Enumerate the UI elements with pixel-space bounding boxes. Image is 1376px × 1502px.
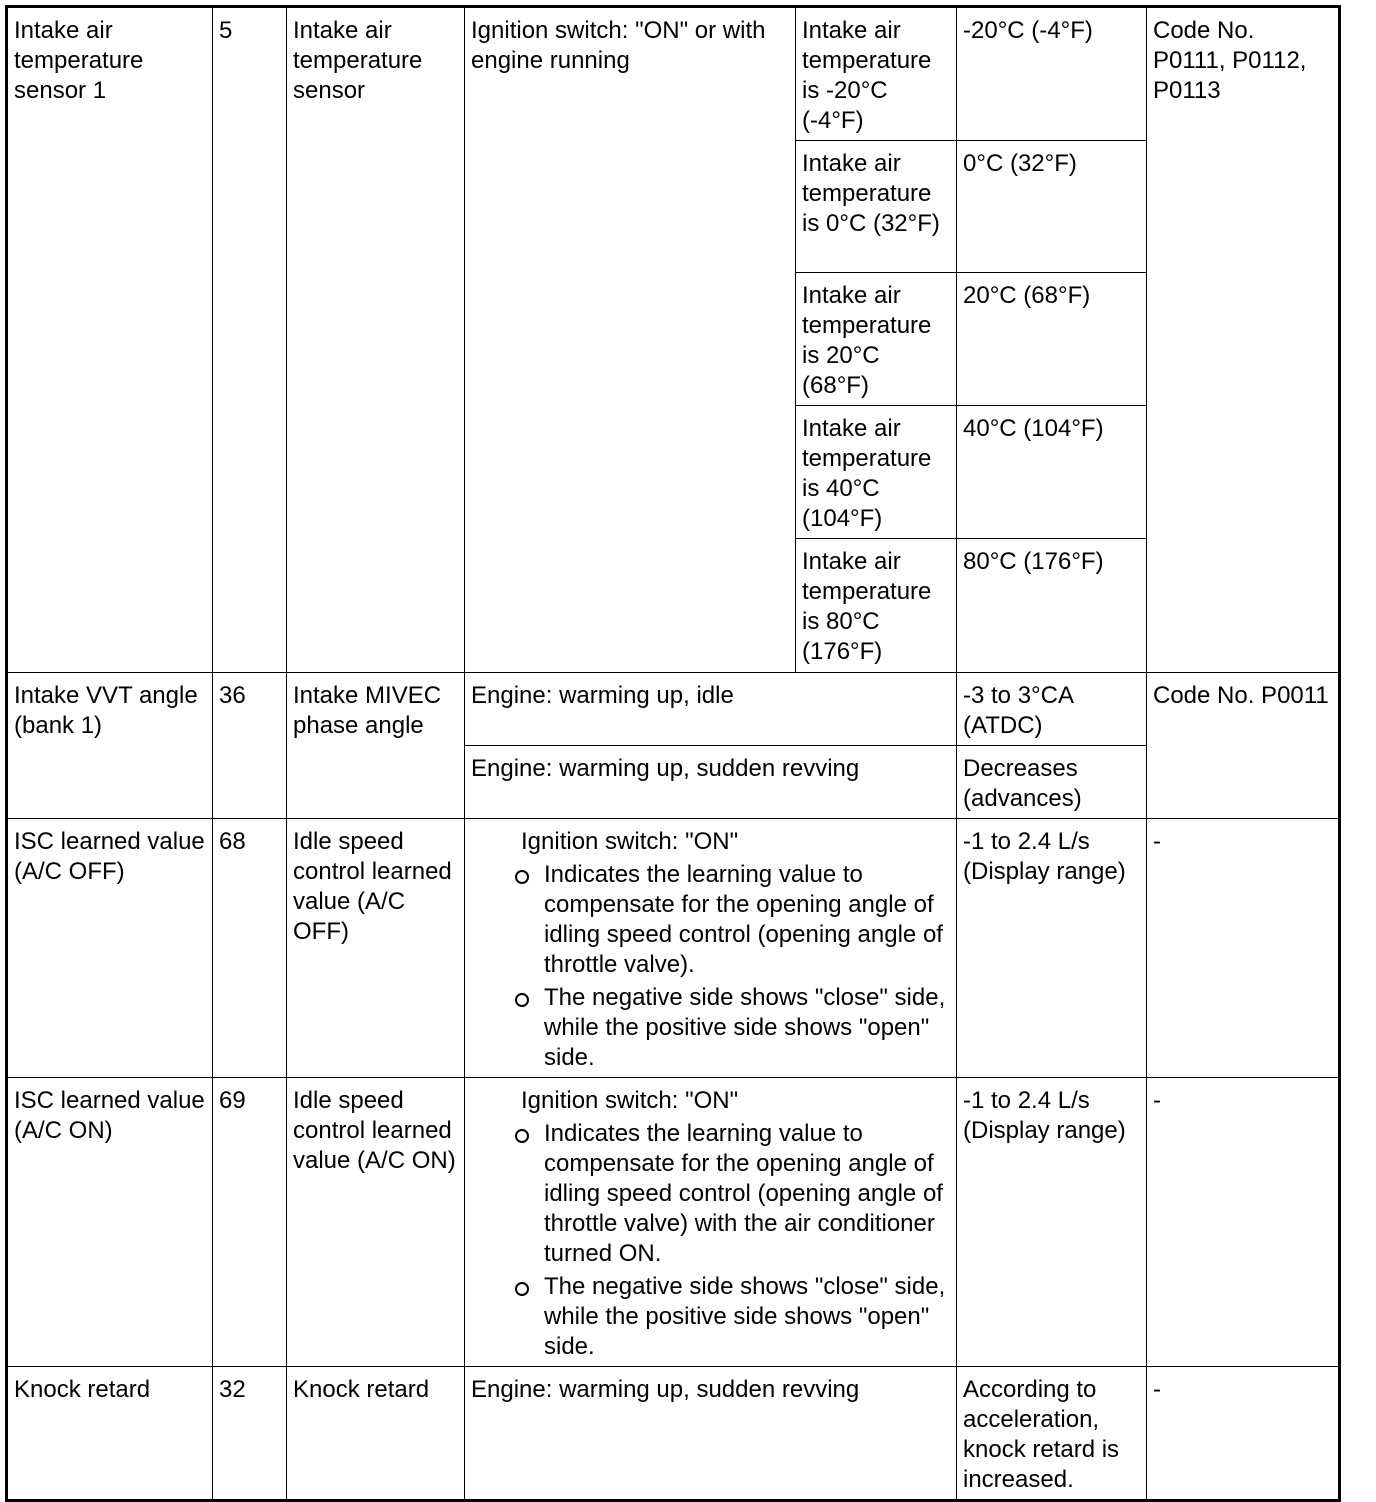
normal-condition-cell: 80°C (176°F) [957,539,1147,673]
reference-cell: Code No. P0011 [1147,673,1340,819]
table-row-vvt [7,673,1340,746]
condition-cell [465,819,957,1078]
sub-condition-cell: Intake air temperature is 80°C (176°F) [796,539,957,673]
normal-condition-cell: According to acceleration, knock retard is increased. [957,1367,1147,1501]
condition-cell: Ignition switch: "ON" or with engine running [465,7,796,673]
normal-condition-cell: Decreases (advances) [957,746,1147,819]
note-item: Indicates the learning value to compensate for the opening angle of idling speed control (opening angle of throttle valve). [513,860,951,980]
item-cell: Knock retard [7,1367,213,1501]
sub-condition-cell: Intake air temperature is 0°C (32°F) [796,141,957,273]
check-item-cell: Intake MIVEC phase angle [287,673,465,819]
check-item-cell: Idle speed control learned value (A/C OFF) [287,819,465,1078]
reference-cell: - [1147,1367,1340,1501]
reference-cell: - [1147,819,1340,1078]
item-no-cell: 32 [213,1367,287,1501]
item-cell: Intake VVT angle (bank 1) [7,673,213,819]
table-row-iat [7,7,1340,141]
item-no-cell: 69 [213,1078,287,1367]
check-item-cell: Knock retard [287,1367,465,1501]
normal-condition-cell: -20°C (-4°F) [957,7,1147,141]
note-item: The negative side shows "close" side, while the positive side shows "open" side. [513,983,951,1073]
table-row-isc-off [7,819,1340,1078]
note-item: Indicates the learning value to compensate for the opening angle of idling speed control (opening angle of throttle valve) with the air conditioner turned ON. [513,1119,951,1269]
normal-condition-cell: 0°C (32°F) [957,141,1147,273]
check-item-cell: Idle speed control learned value (A/C ON) [287,1078,465,1367]
item-no-cell: 36 [213,673,287,819]
condition-cell: Engine: warming up, sudden revving [465,746,957,819]
normal-condition-cell: 40°C (104°F) [957,406,1147,539]
reference-cell: - [1147,1078,1340,1367]
item-no-cell: 5 [213,7,287,673]
item-cell: Intake air temperature sensor 1 [7,7,213,673]
item-no-cell: 68 [213,819,287,1078]
item-cell: ISC learned value (A/C OFF) [7,819,213,1078]
condition-notes [471,1119,951,1362]
reference-cell: Code No. P0111, P0112, P0113 [1147,7,1340,673]
condition-cell: Engine: warming up, sudden revving [465,1367,957,1501]
data-list-table [5,5,1341,1502]
sub-condition-cell: Intake air temperature is 40°C (104°F) [796,406,957,539]
item-cell: ISC learned value (A/C ON) [7,1078,213,1367]
normal-condition-cell: 20°C (68°F) [957,273,1147,406]
condition-cell [465,1078,957,1367]
note-item: The negative side shows "close" side, while the positive side shows "open" side. [513,1272,951,1362]
normal-condition-cell: -1 to 2.4 L/s (Display range) [957,819,1147,1078]
sub-condition-cell: Intake air temperature is -20°C (-4°F) [796,7,957,141]
normal-condition-cell: -1 to 2.4 L/s (Display range) [957,1078,1147,1367]
condition-heading: Ignition switch: "ON" [521,828,739,855]
table-row-isc-on [7,1078,1340,1367]
condition-heading: Ignition switch: "ON" [521,1087,739,1114]
check-item-cell: Intake air temperature sensor [287,7,465,673]
table-row-knock [7,1367,1340,1501]
condition-cell: Engine: warming up, idle [465,673,957,746]
condition-notes [471,860,951,1073]
sub-condition-cell: Intake air temperature is 20°C (68°F) [796,273,957,406]
normal-condition-cell: -3 to 3°CA (ATDC) [957,673,1147,746]
